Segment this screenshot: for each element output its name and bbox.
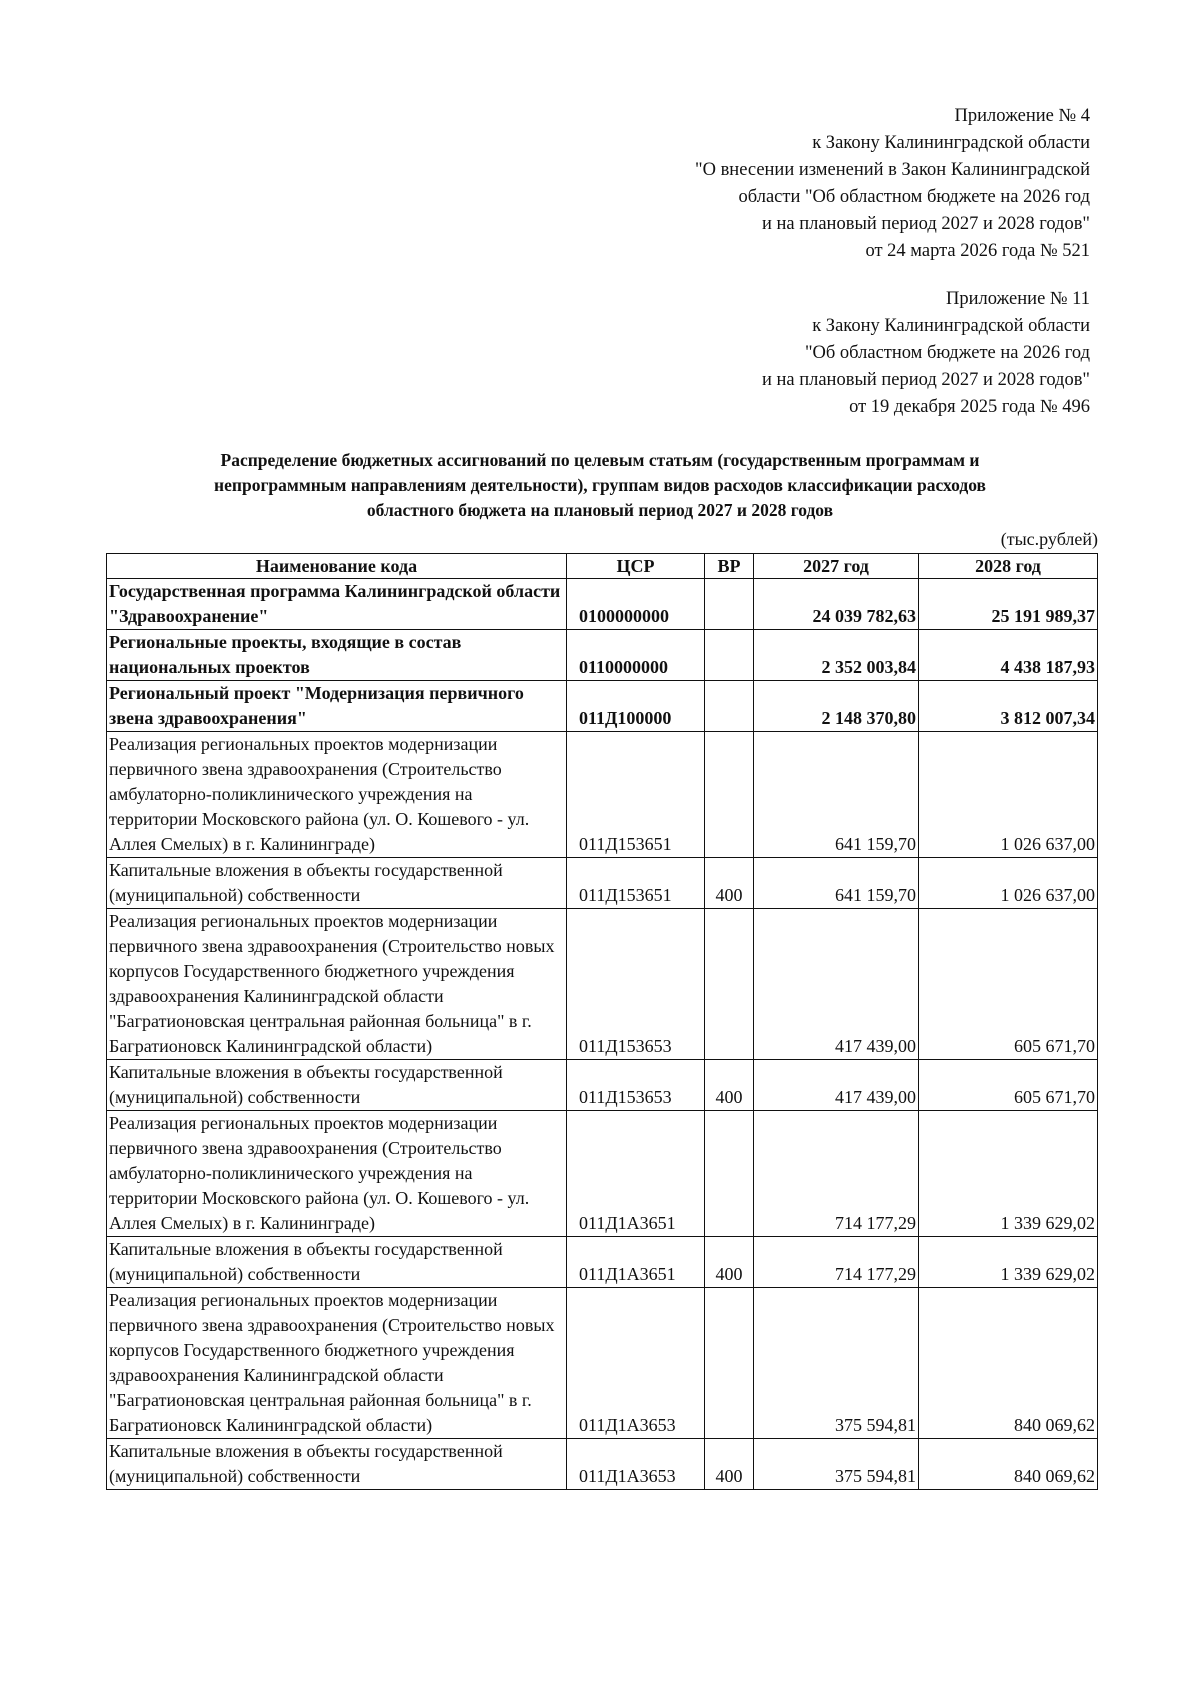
cell-csr: 011Д100000	[567, 681, 705, 732]
header-line: области "Об областном бюджете на 2026 год	[738, 187, 1090, 207]
column-header-2028: 2028 год	[919, 554, 1098, 579]
cell-name: Капитальные вложения в объекты государственной (муниципальной) собственности	[107, 1237, 567, 1288]
header-line: от 19 декабря 2025 года № 496	[849, 397, 1090, 417]
table-row	[107, 1439, 1098, 1490]
cell-name: Капитальные вложения в объекты государственной (муниципальной) собственности	[107, 1439, 567, 1490]
cell-2028: 840 069,62	[919, 1439, 1098, 1490]
table-row	[107, 1237, 1098, 1288]
table-row	[107, 1111, 1098, 1237]
table-body	[107, 579, 1098, 1490]
cell-name: Реализация региональных проектов модернизации первичного звена здравоохранения (Строительство новых корпусов Государственного бюджетного учреждения здравоохранения Калининградской области "Багратионовская центральная районная больница" в г. Багратионовск Калининградской области)	[107, 1288, 567, 1439]
header-line: Приложение № 11	[945, 289, 1090, 309]
cell-vr	[705, 732, 754, 858]
cell-csr: 0110000000	[567, 630, 705, 681]
column-header-vr: ВР	[705, 554, 754, 579]
title-line: областного бюджета на плановый период 2027 и 2028 годов	[366, 500, 834, 520]
cell-2028: 840 069,62	[919, 1288, 1098, 1439]
cell-2028: 605 671,70	[919, 909, 1098, 1060]
cell-2028: 1 339 629,02	[919, 1111, 1098, 1237]
cell-csr: 011Д153653	[567, 1060, 705, 1111]
appendix-11-header	[762, 286, 1090, 421]
column-header-csr: ЦСР	[567, 554, 705, 579]
budget-table	[106, 553, 1098, 1490]
title-line: непрограммным направлениям деятельности), группам видов расходов классификации расходов	[214, 475, 986, 495]
header-line: к Закону Калининградской области	[812, 316, 1090, 336]
cell-2028: 3 812 007,34	[919, 681, 1098, 732]
cell-name: Государственная программа Калининградской области "Здравоохранение"	[107, 579, 567, 630]
cell-csr: 0100000000	[567, 579, 705, 630]
title-line: Распределение бюджетных ассигнований по целевым статьям (государственным программам и	[220, 450, 980, 470]
column-header-2027: 2027 год	[754, 554, 919, 579]
cell-2027: 375 594,81	[754, 1439, 919, 1490]
cell-2027: 714 177,29	[754, 1111, 919, 1237]
cell-vr	[705, 579, 754, 630]
cell-name: Реализация региональных проектов модернизации первичного звена здравоохранения (Строительство амбулаторно-поликлинического учреждения на территории Московского района (ул. О. Кошевого - ул. Аллея Смелых) в г. Калининграде)	[107, 732, 567, 858]
cell-vr	[705, 681, 754, 732]
cell-name: Региональные проекты, входящие в состав национальных проектов	[107, 630, 567, 681]
cell-2028: 1 339 629,02	[919, 1237, 1098, 1288]
column-header-name: Наименование кода	[107, 554, 567, 579]
cell-vr: 400	[705, 858, 754, 909]
cell-2027: 641 159,70	[754, 732, 919, 858]
cell-csr: 011Д1А3651	[567, 1111, 705, 1237]
cell-vr: 400	[705, 1237, 754, 1288]
table-row	[107, 630, 1098, 681]
cell-2028: 1 026 637,00	[919, 858, 1098, 909]
cell-2027: 2 352 003,84	[754, 630, 919, 681]
cell-csr: 011Д1А3653	[567, 1288, 705, 1439]
cell-2027: 417 439,00	[754, 1060, 919, 1111]
cell-vr: 400	[705, 1060, 754, 1111]
header-line: Приложение № 4	[954, 106, 1090, 126]
table-header-row	[107, 554, 1098, 579]
cell-name: Капитальные вложения в объекты государственной (муниципальной) собственности	[107, 858, 567, 909]
cell-vr	[705, 909, 754, 1060]
table-row	[107, 579, 1098, 630]
table-row	[107, 681, 1098, 732]
cell-csr: 011Д153651	[567, 858, 705, 909]
cell-name: Региональный проект "Модернизация первичного звена здравоохранения"	[107, 681, 567, 732]
cell-name: Капитальные вложения в объекты государственной (муниципальной) собственности	[107, 1060, 567, 1111]
header-line: от 24 марта 2026 года № 521	[865, 241, 1090, 261]
table-row	[107, 909, 1098, 1060]
header-line: "О внесении изменений в Закон Калининградской	[695, 160, 1090, 180]
header-line: к Закону Калининградской области	[812, 133, 1090, 153]
header-line: и на плановый период 2027 и 2028 годов"	[761, 370, 1090, 390]
table-row	[107, 1288, 1098, 1439]
cell-name: Реализация региональных проектов модернизации первичного звена здравоохранения (Строительство амбулаторно-поликлинического учреждения на территории Московского района (ул. О. Кошевого - ул. Аллея Смелых) в г. Калининграде)	[107, 1111, 567, 1237]
cell-2027: 2 148 370,80	[754, 681, 919, 732]
cell-2028: 25 191 989,37	[919, 579, 1098, 630]
cell-2027: 417 439,00	[754, 909, 919, 1060]
appendix-4-header	[695, 103, 1090, 265]
cell-csr: 011Д1А3651	[567, 1237, 705, 1288]
cell-vr: 400	[705, 1439, 754, 1490]
cell-name: Реализация региональных проектов модернизации первичного звена здравоохранения (Строительство новых корпусов Государственного бюджетного учреждения здравоохранения Калининградской области "Багратионовская центральная районная больница" в г. Багратионовск Калининградской области)	[107, 909, 567, 1060]
cell-2027: 714 177,29	[754, 1237, 919, 1288]
document-title	[100, 448, 1100, 523]
header-line: и на плановый период 2027 и 2028 годов"	[761, 214, 1090, 234]
cell-csr: 011Д153651	[567, 732, 705, 858]
cell-2028: 4 438 187,93	[919, 630, 1098, 681]
header-line: "Об областном бюджете на 2026 год	[804, 343, 1090, 363]
cell-vr	[705, 1111, 754, 1237]
cell-2027: 24 039 782,63	[754, 579, 919, 630]
cell-vr	[705, 1288, 754, 1439]
cell-2028: 1 026 637,00	[919, 732, 1098, 858]
cell-csr: 011Д1А3653	[567, 1439, 705, 1490]
units-label: (тыс.рублей)	[1000, 529, 1098, 549]
table-row	[107, 858, 1098, 909]
table-row	[107, 732, 1098, 858]
cell-2027: 641 159,70	[754, 858, 919, 909]
cell-2027: 375 594,81	[754, 1288, 919, 1439]
cell-vr	[705, 630, 754, 681]
cell-csr: 011Д153653	[567, 909, 705, 1060]
cell-2028: 605 671,70	[919, 1060, 1098, 1111]
table-row	[107, 1060, 1098, 1111]
